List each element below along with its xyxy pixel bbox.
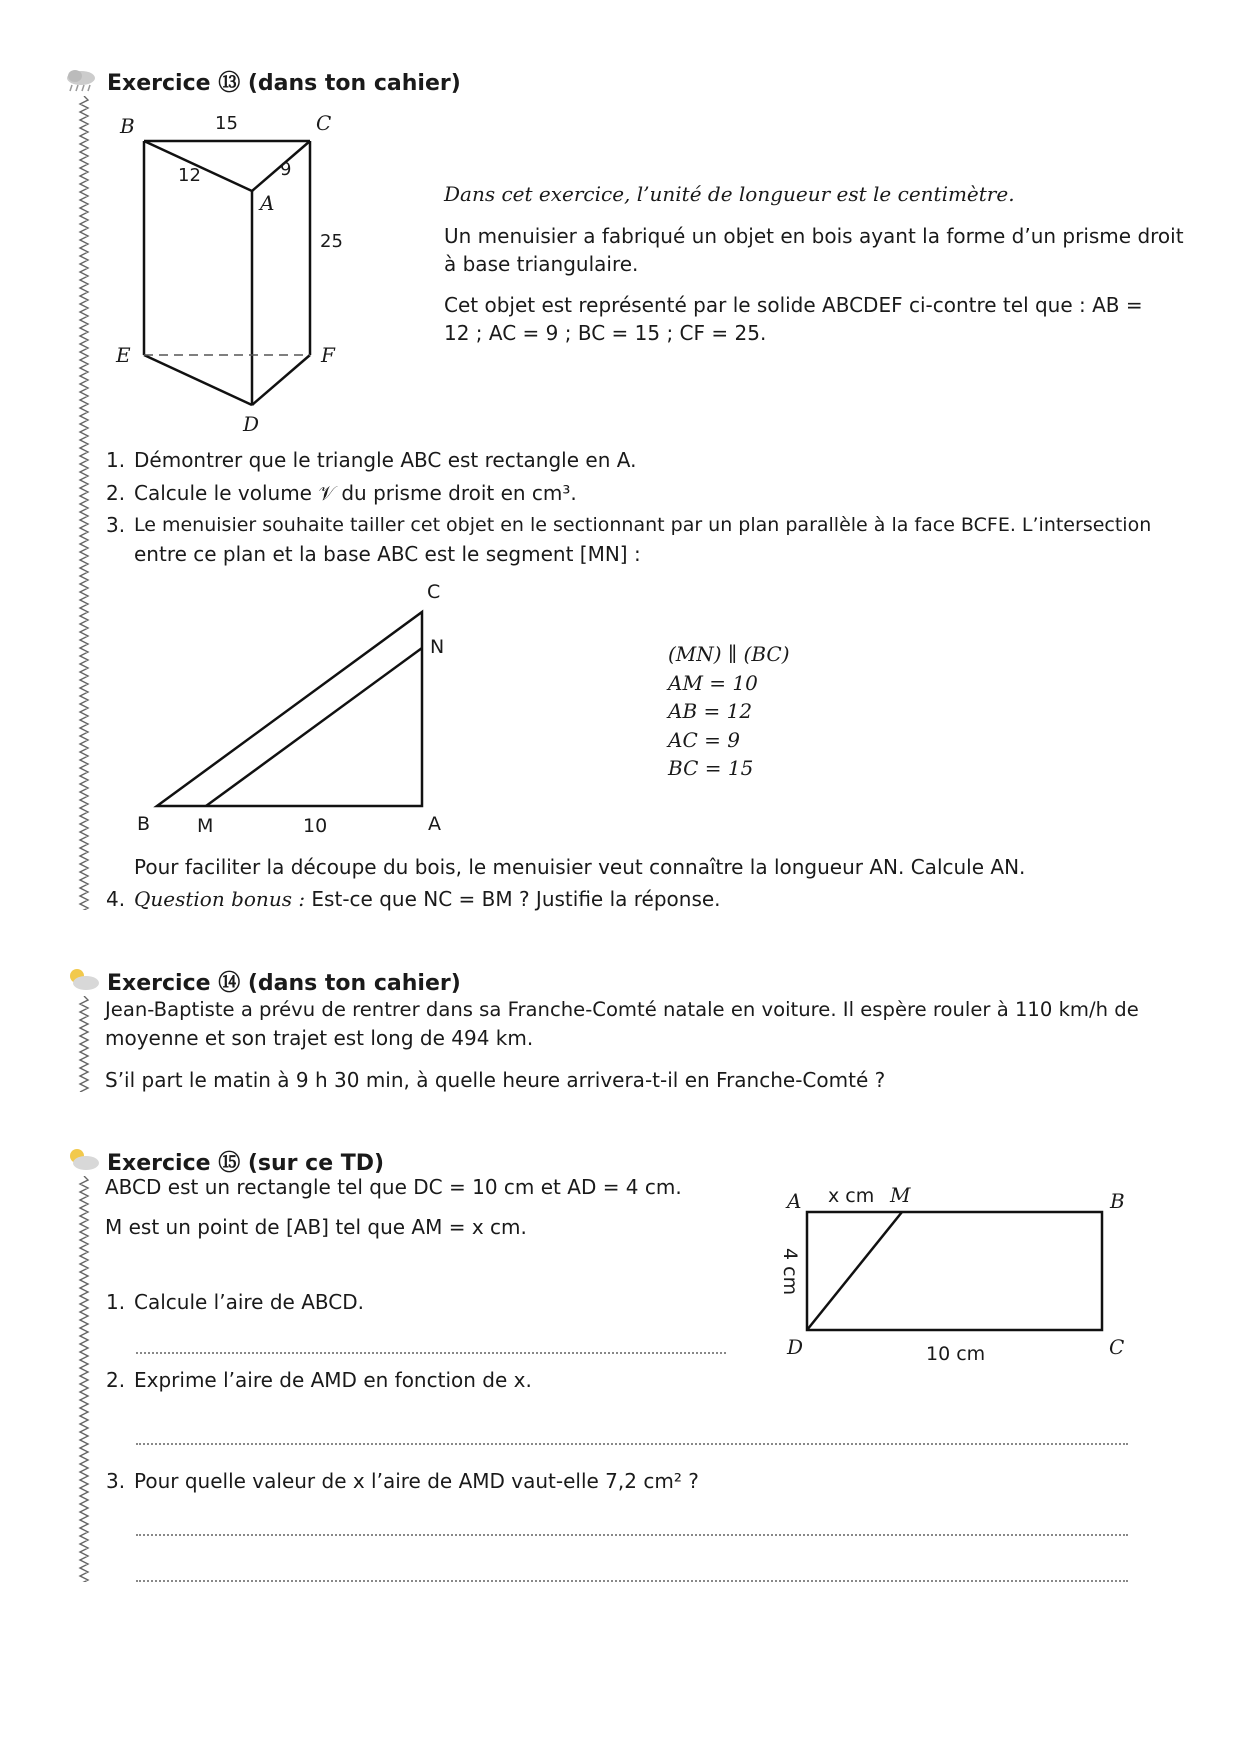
given-value: BC = 15	[668, 756, 754, 780]
ex15-paragraph-1: ABCD est un rectangle tel que DC = 10 cm et AD = 4 cm.	[105, 1175, 682, 1199]
triangle-mn-figure	[125, 580, 465, 840]
triangle-label-n: N	[430, 636, 445, 658]
question-number: 3.	[106, 513, 126, 537]
sun-cloud-icon	[64, 1146, 100, 1172]
ex14-paragraph-2: S’il part le matin à 9 h 30 min, à quelle heure arrivera-t-il en Franche-Comté ?	[105, 1068, 886, 1092]
ex15-question-2: Exprime l’aire de AMD en fonction de x.	[134, 1368, 532, 1392]
triangle-label-b: B	[137, 813, 151, 835]
triangle-label-a: A	[428, 813, 441, 835]
triangle-label-c: C	[427, 581, 441, 603]
ex15-question-1: Calcule l’aire de ABCD.	[134, 1290, 364, 1314]
rect-label-b: B	[1110, 1189, 1125, 1213]
bonus-label: Question bonus :	[134, 887, 306, 911]
given-values-list	[668, 640, 790, 783]
exercise-15-title: Exercice ⑮ (sur ce TD)	[107, 1151, 385, 1176]
rain-cloud-icon	[64, 68, 98, 92]
prism-label-b: B	[120, 114, 135, 138]
given-value: AB = 12	[668, 699, 753, 723]
answer-line[interactable]	[136, 1443, 1128, 1445]
ex14-paragraph-1b: moyenne et son trajet est long de 494 km.	[105, 1026, 534, 1050]
ex13-question-2: Calcule le volume 𝒱 du prisme droit en cm³.	[134, 481, 577, 505]
given-value: (MN) ∥ (BC)	[668, 642, 790, 666]
rect-length-dc: 10 cm	[926, 1343, 986, 1365]
prism-length-ab: 12	[178, 165, 201, 186]
wavy-margin-line	[78, 96, 90, 910]
rect-label-a: A	[787, 1189, 802, 1213]
sun-cloud-icon	[64, 966, 100, 992]
ex13-question-4	[134, 885, 721, 914]
ex13-question-1: Démontrer que le triangle ABC est rectangle en A.	[134, 448, 637, 472]
question-number: 1.	[106, 1290, 126, 1314]
question-number: 3.	[106, 1469, 126, 1493]
prism-length-bc: 15	[215, 113, 238, 134]
ex15-question-3: Pour quelle valeur de x l’aire de AMD vaut-elle 7,2 cm² ?	[134, 1469, 699, 1493]
question-number: 4.	[106, 887, 126, 911]
ex15-paragraph-2: M est un point de [AB] tel que AM = x cm.	[105, 1215, 527, 1239]
ex13-unit-statement: Dans cet exercice, l’unité de longueur est le centimètre.	[444, 182, 1015, 206]
question-number: 2.	[106, 481, 126, 505]
triangle-length-am: 10	[303, 815, 328, 837]
question-number: 1.	[106, 448, 126, 472]
given-value: AM = 10	[668, 670, 758, 695]
rectangle-abcd-figure	[770, 1176, 1140, 1366]
ex13-paragraph-2a: Cet objet est représenté par le solide ABCDEF ci-contre tel que : AB =	[444, 293, 1143, 317]
ex13-paragraph-1a: Un menuisier a fabriqué un objet en bois ayant la forme d’un prisme droit	[444, 224, 1184, 248]
rect-label-d: D	[787, 1335, 804, 1359]
prism-label-e: E	[116, 343, 131, 367]
given-value: AC = 9	[668, 727, 740, 752]
exercise-13-title: Exercice ⑬ (dans ton cahier)	[107, 71, 461, 96]
ex13-paragraph-2b: 12 ; AC = 9 ; BC = 15 ; CF = 25.	[444, 321, 767, 345]
exercise-14-title: Exercice ⑭ (dans ton cahier)	[107, 971, 461, 996]
question-number: 2.	[106, 1368, 126, 1392]
prism-label-a: A	[260, 191, 275, 215]
ex14-paragraph-1a: Jean-Baptiste a prévu de rentrer dans sa Franche-Comté natale en voiture. Il espère rouler à 110 km/h de	[105, 998, 1139, 1021]
rect-label-m: M	[890, 1183, 911, 1207]
prism-label-c: C	[316, 111, 332, 135]
wavy-margin-line	[78, 1176, 90, 1582]
prism-length-cf: 25	[320, 231, 343, 252]
prism-label-d: D	[243, 412, 260, 436]
rect-label-c: C	[1109, 1335, 1125, 1359]
bonus-question: Est-ce que NC = BM ? Justifie la réponse.	[305, 887, 721, 911]
answer-line[interactable]	[136, 1580, 1128, 1582]
ex13-question-3a: Le menuisier souhaite tailler cet objet en le sectionnant par un plan parallèle à la face BCFE. L’intersection	[134, 514, 1152, 536]
ex13-question-3b: entre ce plan et la base ABC est le segment [MN] :	[134, 542, 641, 566]
answer-line[interactable]	[136, 1534, 1128, 1536]
prism-figure	[110, 105, 350, 445]
answer-line[interactable]	[136, 1352, 726, 1354]
rect-length-x: x cm	[828, 1185, 875, 1207]
ex13-paragraph-1b: à base triangulaire.	[444, 252, 639, 276]
prism-label-f: F	[321, 343, 335, 367]
ex13-question-3-followup: Pour faciliter la découpe du bois, le menuisier veut connaître la longueur AN. Calcule AN.	[134, 855, 1026, 879]
prism-length-ac: 9	[280, 159, 292, 180]
wavy-margin-line	[78, 996, 90, 1092]
rect-length-ad: 4 cm	[779, 1248, 801, 1296]
triangle-label-m: M	[197, 815, 214, 837]
